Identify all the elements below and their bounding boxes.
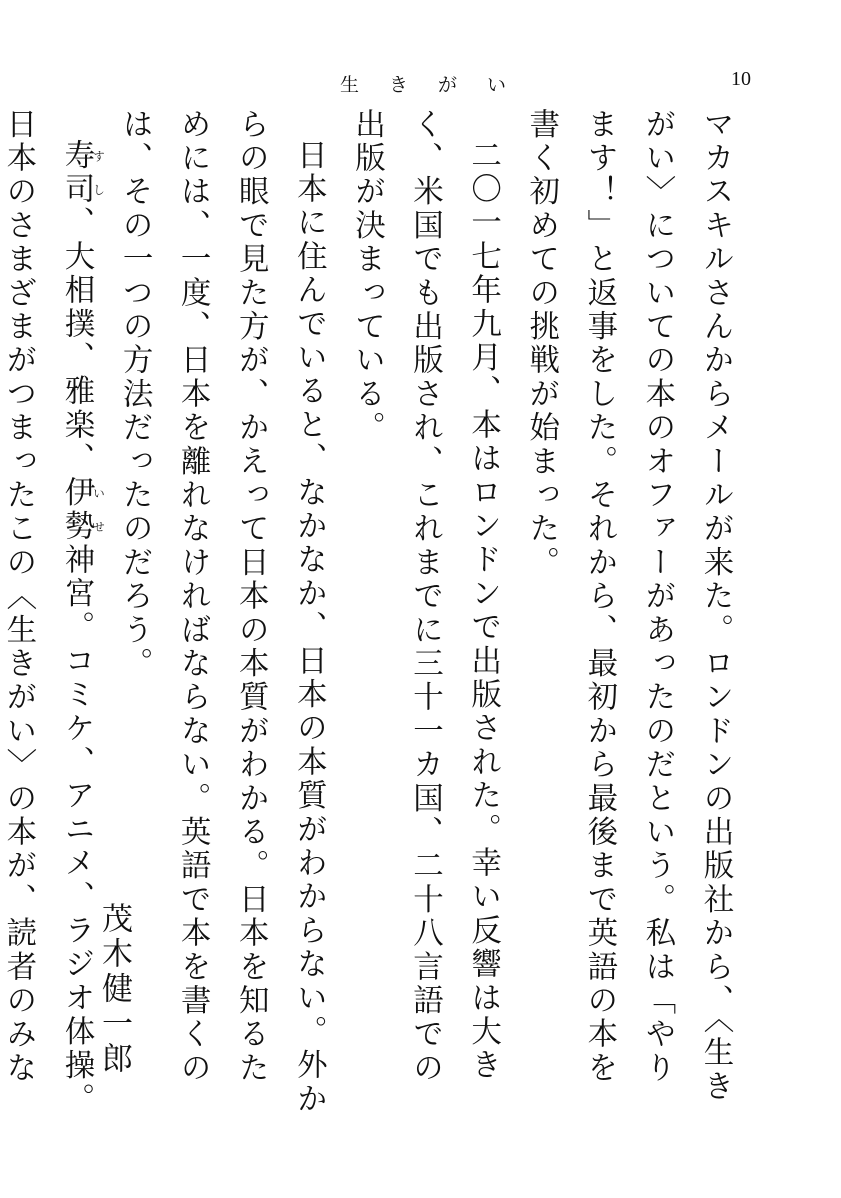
author-signature: 茂木健一郎 <box>96 902 132 1077</box>
ruby-base-ise: 伊勢 <box>58 475 94 543</box>
paragraph-4 <box>0 108 105 1118</box>
paragraph-1: マカスキルさんからメールが来た。ロンドンの出版社から、〈生きがい〉についての本のオファーがあったのだという。私は「やります！」と返事をした。それから、最初から最後まで英語の本を書く初めての挑戦が始まった。 <box>523 108 733 1104</box>
paragraph-4-part-b: 、大相撲、雅楽、 <box>58 205 94 476</box>
ruby-sushi <box>58 138 106 206</box>
ruby-base-sushi: 寿司 <box>58 138 94 206</box>
ruby-ise <box>58 475 106 543</box>
paragraph-4-part-d: 神宮。コミケ、アニメ、ラジオ体操。日本のさまざまがつまったこの〈生きがい〉の本が、読者のみな <box>0 108 94 1116</box>
paragraph-2: 二〇一七年九月、本はロンドンで出版された。幸い反響は大きく、米国でも出版され、これまでに三十一カ国、二十八言語での出版が決まっている。 <box>349 108 501 1086</box>
page-number: 10 <box>731 68 751 90</box>
ruby-reading-ise: いせ <box>91 475 106 543</box>
paragraph-3: 日本に住んでいると、なかなか、日本の本質がわからない。外からの眼で見た方が、かえって日本の本質がわかる。日本を知るためには、一度、日本を離れなければならない。英語で本を書くのは、その一つの方法だったのだろう。 <box>117 108 327 1116</box>
running-title: 生きがい <box>340 74 537 96</box>
ruby-reading-sushi: すし <box>91 138 106 206</box>
